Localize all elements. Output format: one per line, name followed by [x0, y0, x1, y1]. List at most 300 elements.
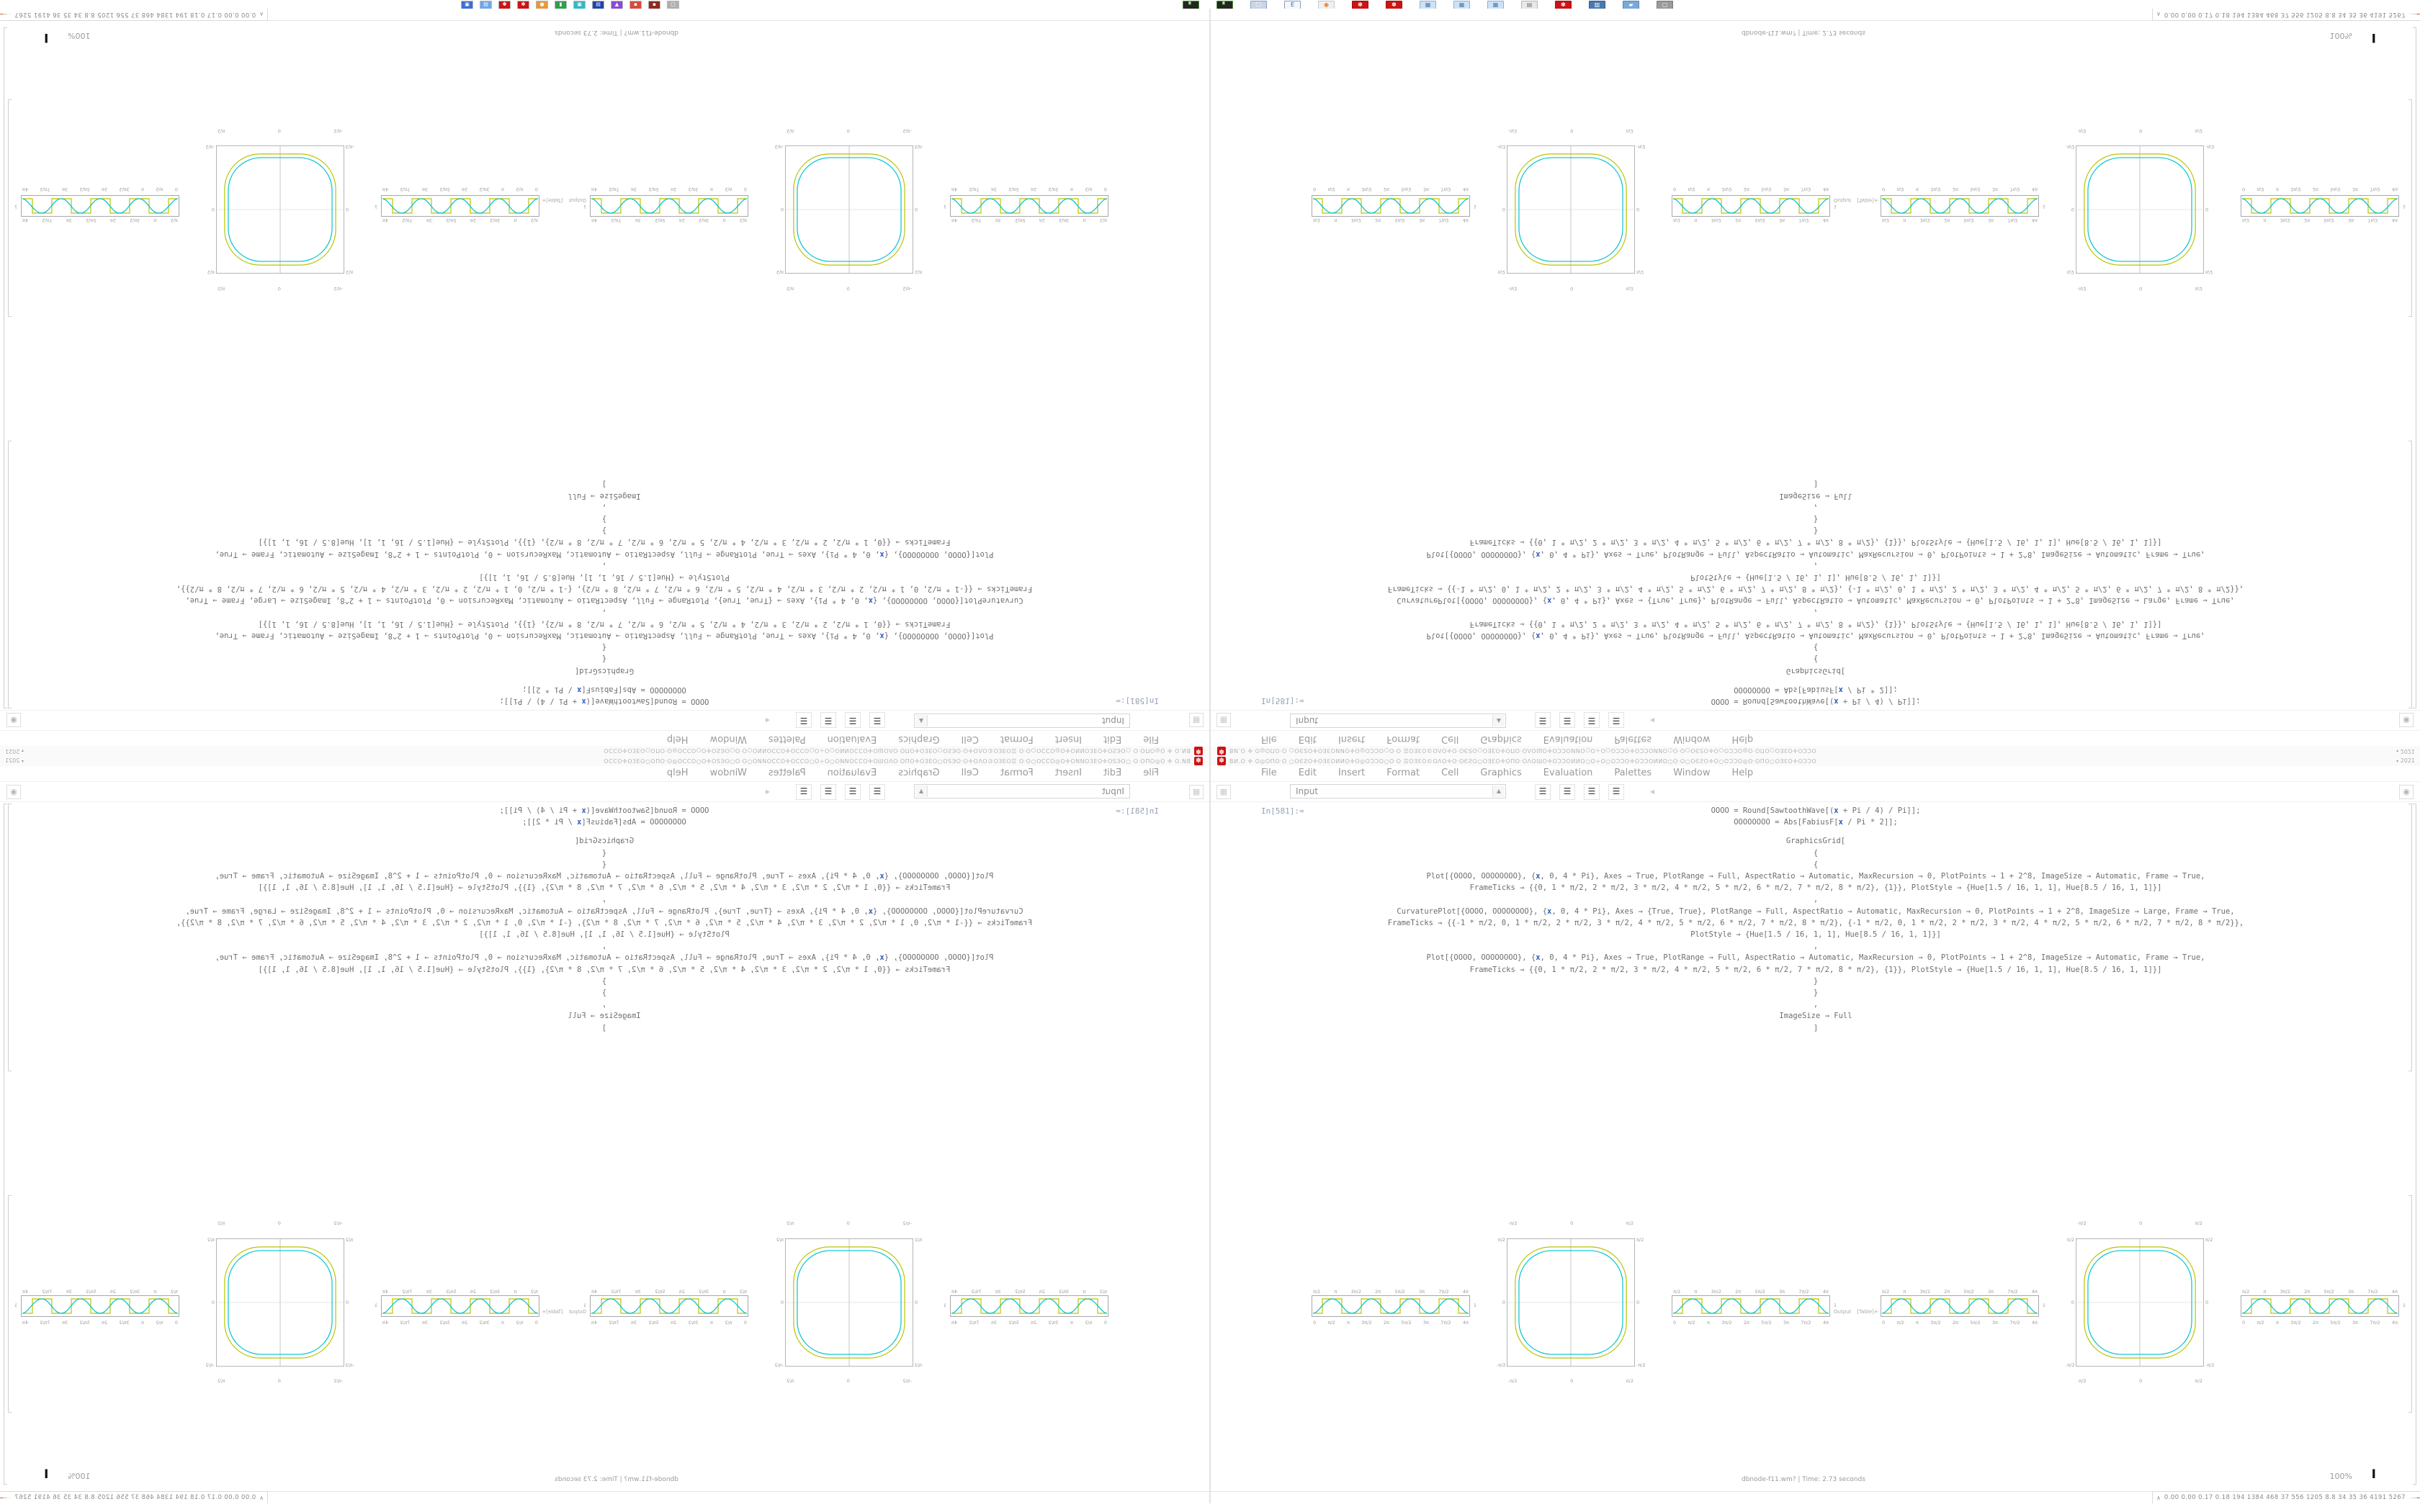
- magnifier-button[interactable]: ◉: [6, 785, 21, 799]
- tick-label: 5π/2: [86, 1289, 97, 1295]
- waveform-strip-plot: [14, 186, 179, 223]
- align-button[interactable]: ☰: [1535, 712, 1551, 728]
- big-ticks-left: [1495, 134, 1507, 285]
- dropdown-arrow-icon[interactable]: ▲: [915, 786, 928, 797]
- tick-label: 0: [1570, 1220, 1574, 1226]
- code-line: Plot[{OOOO, OOOOOOOO}, {x, 0, 4 * Pi}, Axes → True, PlotRange → Full, AspectRatio → Automatic, MaxRecursion → 0, PlotPoints → 1 + 2^8, ImageSize → Automatic, Frame → True,: [1426, 631, 2205, 640]
- menu-item[interactable]: Window: [709, 734, 747, 744]
- alignment-buttons: [1535, 712, 1624, 728]
- menu-item[interactable]: Format: [1000, 734, 1034, 744]
- menu-item[interactable]: Format: [1386, 734, 1420, 744]
- computer-monitor-icon[interactable]: 🖵: [1250, 1, 1267, 10]
- code-line: ,: [601, 503, 607, 512]
- tick-label: π/2: [218, 1378, 225, 1384]
- strip-plot-frame: [1312, 1295, 1476, 1320]
- chevron-up-icon[interactable]: ∧: [2156, 1494, 2161, 1501]
- strip-plot-frame: [944, 1295, 1108, 1320]
- align-button[interactable]: ☰: [869, 784, 885, 800]
- window-titlebar[interactable]: [0, 756, 1209, 767]
- zoom-level-indicator[interactable]: 100%: [68, 1472, 91, 1481]
- code-line: GraphicsGrid[: [574, 837, 635, 846]
- titlebar-corner-tag: ▾ 2021: [5, 748, 24, 755]
- cell-bracket-output[interactable]: [8, 1195, 12, 1413]
- tick-label: 7π/2: [971, 217, 982, 223]
- tick-label: 5π/2: [2323, 217, 2334, 223]
- strip-ticks-bottom: [21, 1320, 179, 1326]
- y-tick-one: 1: [375, 204, 378, 210]
- menu-item[interactable]: Palettes: [768, 734, 806, 744]
- tick-label: -π/2: [914, 144, 923, 150]
- output-graphics-row: [0, 1217, 1209, 1397]
- system-monitor-values: 0.00 0.00 0.17 0.18 194 1384 468 37 556 1205 8.8 34 35 36 4191 5267: [14, 11, 256, 18]
- tick-label: π: [514, 217, 517, 223]
- code-line: CurvaturePlot[{OOOO, OOOOOOOO}, {x, 0, 4 * Pi}, Axes → {True, True}, PlotRange → Full, AspectRatio → Automatic, MaxRecursion → 0, PlotPoints → 1 + 2^8, ImageSize → Large, Frame → True,: [185, 906, 1023, 916]
- titlebar-corner-tag: ▾ 2021: [5, 757, 24, 764]
- tick-label: 3π: [2348, 1289, 2354, 1295]
- code-line: PlotStyle → {Hue[1.5 / 16, 1, 1], Hue[8.5 / 16, 1, 1]}]: [1690, 930, 1941, 940]
- input-code-cell[interactable]: [1254, 805, 2378, 1034]
- tick-label: 4π: [1822, 217, 1829, 223]
- tick-label: -π/2: [1508, 128, 1518, 134]
- menu-item[interactable]: Help: [1731, 768, 1754, 778]
- system-monitor-applet: [2152, 1491, 2420, 1503]
- app-misc-icon[interactable]: ▢: [1657, 1, 1673, 10]
- magnifier-button[interactable]: ◉: [2399, 785, 2414, 799]
- menu-item[interactable]: Graphics: [898, 768, 940, 778]
- input-code-cell[interactable]: [1254, 478, 2378, 707]
- menu-bar: [1211, 766, 2420, 781]
- tick-label: 0: [1103, 186, 1107, 192]
- tick-label: π/2: [2242, 217, 2250, 223]
- tick-label: 3π/2: [1721, 1320, 1732, 1326]
- menu-item[interactable]: Insert: [1054, 734, 1083, 744]
- app-green-icon[interactable]: ▮: [555, 1, 567, 9]
- spreadsheet-icon[interactable]: ▦: [1453, 1, 1470, 10]
- strip-ticks-top: [381, 1289, 539, 1295]
- code-line: {: [1813, 643, 1819, 652]
- app-red-gear-icon[interactable]: ✽: [517, 1, 529, 9]
- tick-label: π: [514, 1289, 517, 1295]
- app-darkred-icon[interactable]: ▪: [648, 1, 660, 9]
- tick-label: π: [2263, 1289, 2267, 1295]
- chevron-down-icon: ▾: [21, 748, 24, 753]
- menu-item[interactable]: Evaluation: [1543, 734, 1593, 744]
- graphics-grid-group: [1312, 1217, 1837, 1397]
- tick-label: -π/2: [1508, 1220, 1518, 1226]
- align-button[interactable]: ☰: [796, 712, 812, 728]
- tick-label: π: [1070, 186, 1074, 192]
- menu-item[interactable]: Graphics: [898, 734, 940, 744]
- menu-item[interactable]: Evaluation: [827, 734, 877, 744]
- tick-label: π/2: [786, 1378, 794, 1384]
- tick-label: 3π/2: [688, 1320, 699, 1326]
- code-line: OOOOOOOO = Abs[FabiusF[x / Pi * 2]];: [522, 818, 686, 827]
- strip-ticks-bottom: [1881, 1320, 2039, 1326]
- titlebar-corner-tag: ▾ 2021: [2396, 748, 2415, 755]
- cell-style-dropdown[interactable]: [914, 784, 1130, 798]
- big-ticks-top: [774, 285, 925, 292]
- tick-label: 0: [1570, 128, 1574, 134]
- app-navy-icon[interactable]: ▤: [592, 1, 604, 9]
- tick-label: 3π/2: [1711, 217, 1721, 223]
- tick-label: π/2: [1327, 186, 1335, 192]
- tick-label: 3π/2: [2280, 1289, 2290, 1295]
- strip-ticks-top: [2241, 217, 2399, 223]
- cell-bracket-input[interactable]: [2408, 441, 2412, 708]
- terminal-icon[interactable]: ▘: [1216, 1, 1233, 10]
- menu-item[interactable]: Insert: [1054, 768, 1083, 778]
- menu-item[interactable]: Help: [666, 734, 689, 744]
- tick-label: π/2: [170, 1289, 178, 1295]
- menu-item[interactable]: File: [1261, 768, 1277, 778]
- align-button[interactable]: ☰: [845, 784, 861, 800]
- dropdown-arrow-icon[interactable]: ▲: [1492, 786, 1505, 797]
- tick-label: 3π: [1419, 1289, 1425, 1295]
- tick-label: 7π/2: [2009, 186, 2020, 192]
- spreadsheet-icon[interactable]: ▦: [1420, 1, 1436, 10]
- tick-label: 7π/2: [2370, 186, 2380, 192]
- app-red-icon[interactable]: ▪: [629, 1, 642, 9]
- tick-label: 3π/2: [1919, 1289, 1930, 1295]
- app-red-gear-icon[interactable]: ✽: [498, 1, 511, 9]
- tick-label: π: [1903, 217, 1906, 223]
- align-button[interactable]: ☰: [1584, 784, 1600, 800]
- tick-label: 3π: [631, 1320, 637, 1326]
- menu-item[interactable]: Cell: [1441, 734, 1459, 744]
- system-monitor-applet: [0, 9, 268, 21]
- cell-style-dropdown[interactable]: [914, 714, 1130, 728]
- align-button[interactable]: ☰: [869, 712, 885, 728]
- strip-plot-frame: [2241, 192, 2406, 217]
- menu-item[interactable]: File: [1261, 734, 1277, 744]
- app-purple-icon[interactable]: ▲: [611, 1, 623, 9]
- menu-item[interactable]: Palettes: [1614, 734, 1652, 744]
- input-code-cell[interactable]: [42, 805, 1166, 1034]
- tick-label: 0: [915, 1300, 918, 1305]
- tick-label: π: [1346, 1320, 1350, 1326]
- tick-label: 2π: [1944, 1289, 1950, 1295]
- code-line: ,: [601, 1000, 607, 1009]
- menu-item[interactable]: File: [1143, 768, 1159, 778]
- strip-plot-frame: [14, 1295, 179, 1320]
- waveform-strip-plot: [375, 186, 539, 223]
- code-line: {: [1813, 654, 1819, 664]
- menu-item[interactable]: Edit: [1298, 734, 1317, 744]
- text-cursor-icon: I: [44, 30, 49, 45]
- big-ticks-right: [205, 134, 216, 285]
- tick-label: π: [1694, 1289, 1698, 1295]
- collapse-arrow-icon[interactable]: ◂: [765, 716, 770, 726]
- tick-label: 3π/2: [479, 186, 490, 192]
- tick-label: π/2: [1882, 1289, 1890, 1295]
- tick-label: 3π: [1779, 1289, 1785, 1295]
- menu-item[interactable]: Evaluation: [1543, 768, 1593, 778]
- align-button[interactable]: ☰: [1584, 712, 1600, 728]
- tick-label: 0: [346, 207, 349, 212]
- code-line: ImageSize → Full: [1779, 491, 1852, 500]
- menu-item[interactable]: Edit: [1103, 768, 1122, 778]
- code-line: ]: [601, 480, 607, 489]
- tick-label: 3π: [62, 186, 68, 192]
- tick-label: 4π: [382, 1289, 389, 1295]
- align-button[interactable]: ☰: [1608, 784, 1624, 800]
- tick-label: π/2: [2205, 269, 2213, 275]
- tick-label: 2π: [462, 186, 468, 192]
- magnifier-button[interactable]: ◉: [6, 713, 21, 727]
- chevron-up-icon[interactable]: ∧: [2156, 11, 2161, 18]
- tick-label: 5π/2: [86, 217, 97, 223]
- window-title: BИ.O ✛ O◎OПO·O ○OЄƧO✛OƎƐOИИO✛O◎OƆƆO○O·O ☰OƎƐO©OΛO✛O·OЄƧO○OƎƐO✛OПO·OΛOƜO✛OƆƆOИИO○O÷O○OƆƆO✛OƆƆOИИO○O·O○OЄƧO✛O○OƆƆO◎O·OΠO○OƎƐO✛OƆƆO: [603, 747, 1191, 754]
- menu-item[interactable]: File: [1143, 734, 1159, 744]
- input-code-cell[interactable]: [42, 478, 1166, 707]
- lower-half: [0, 756, 2420, 1503]
- menu-item[interactable]: Palettes: [1614, 768, 1652, 778]
- spreadsheet-icon[interactable]: ▦: [1487, 1, 1504, 10]
- code-line: GraphicsGrid[: [1785, 837, 1846, 846]
- toolbar-grid-button[interactable]: ▦: [1189, 785, 1204, 799]
- code-line: ,: [1813, 608, 1819, 617]
- code-line: PlotStyle → {Hue[1.5 / 16, 1, 1], Hue[8.5 / 16, 1, 1]}]: [479, 572, 730, 582]
- menu-item[interactable]: Insert: [1337, 768, 1366, 778]
- tick-label: 7π/2: [402, 217, 413, 223]
- align-button[interactable]: ☰: [820, 784, 836, 800]
- tick-label: 5π/2: [648, 186, 659, 192]
- curvature-plot: [774, 127, 925, 292]
- tick-label: π: [153, 1289, 157, 1295]
- window-titlebar[interactable]: [1211, 756, 2420, 767]
- tick-label: 5π/2: [1015, 1289, 1026, 1295]
- menu-item[interactable]: Window: [1673, 768, 1711, 778]
- tick-label: π/2: [2195, 1220, 2202, 1226]
- code-line: }: [1813, 526, 1819, 536]
- code-line: ,: [601, 895, 607, 904]
- align-button[interactable]: ☰: [1608, 712, 1624, 728]
- align-button[interactable]: ☰: [796, 784, 812, 800]
- code-line: }: [601, 976, 607, 986]
- tick-label: -π/2: [333, 1220, 343, 1226]
- cell-bracket-outer[interactable]: [2413, 804, 2416, 1485]
- tick-label: 7π/2: [2367, 1289, 2378, 1295]
- menu-item[interactable]: Help: [1731, 734, 1754, 744]
- tick-label: 5π/2: [2330, 1320, 2341, 1326]
- output-cell-tags: [521, 197, 586, 203]
- tick-label: 4π: [1822, 186, 1829, 192]
- app-teal-icon[interactable]: ▣: [573, 1, 586, 9]
- tick-label: 3π: [1988, 217, 1994, 223]
- tick-label: π: [1706, 186, 1710, 192]
- cell-bracket-output[interactable]: [8, 99, 12, 317]
- zoom-level-indicator[interactable]: 100%: [2329, 1472, 2352, 1481]
- code-line: FrameTicks → {{0, 1 * π/2, 2 * π/2, 3 * π/2, 4 * π/2, 5 * π/2, 6 * π/2, 7 * π/2, 8 * π/2}, {1}}, PlotStyle → {Hue[1.5 / 16, 1, 1], Hue[8.5 / 16, 1, 1]}]: [258, 619, 951, 629]
- tick-label: 0: [1673, 1320, 1677, 1326]
- tick-label: 0: [346, 1300, 349, 1305]
- tick-label: π/2: [2195, 286, 2202, 292]
- app-blue-icon[interactable]: ▣: [461, 1, 473, 9]
- tick-label: π/2: [1313, 1289, 1321, 1295]
- code-line: FrameTicks → {{-1 * π/2, 0, 1 * π/2, 2 * π/2, 3 * π/2, 4 * π/2, 5 * π/2, 6 * π/2, 7 * π/2, 8 * π/2}, {-1 * π/2, 0, 1 * π/2, 2 * π/2, 3 * π/2, 4 * π/2, 5 * π/2, 6 * π/2, 7 * π/2, 8 * π/2}},: [176, 585, 1033, 594]
- tick-label: 4π: [591, 1289, 598, 1295]
- cell-style-dropdown[interactable]: [1290, 714, 1506, 728]
- code-line: OOOO = Round[SawtoothWave[(x + Pi / 4) / Pi]];: [499, 806, 709, 815]
- tick-label: 3π/2: [1361, 1320, 1372, 1326]
- tick-label: 0: [2242, 186, 2246, 192]
- toolbar-grid-button[interactable]: ▦: [1216, 785, 1231, 799]
- waveform-strip-plot: [1672, 186, 1837, 223]
- tick-label: 3π/2: [2290, 1320, 2301, 1326]
- menu-item[interactable]: Insert: [1337, 734, 1366, 744]
- big-ticks-right: [774, 1227, 785, 1378]
- cell-style-value: Input: [1296, 786, 1319, 796]
- tick-label: 5π/2: [1970, 1320, 1981, 1326]
- tick-label: 4π: [1822, 1320, 1829, 1326]
- tick-label: 0: [743, 1320, 747, 1326]
- menu-item[interactable]: Cell: [1441, 768, 1459, 778]
- menu-item[interactable]: Help: [666, 768, 689, 778]
- strip-ticks-top: [1312, 217, 1470, 223]
- magnifier-button[interactable]: ◉: [2399, 713, 2414, 727]
- tick-label: 4π: [22, 1289, 29, 1295]
- cell-bracket-outer[interactable]: [4, 804, 7, 1485]
- system-monitor-applet: [2152, 9, 2420, 21]
- tick-label: -π/2: [345, 1362, 354, 1368]
- big-ticks-bottom: [205, 127, 356, 134]
- cell-bracket-input[interactable]: [8, 441, 12, 708]
- zoom-level-indicator[interactable]: 100%: [2329, 31, 2352, 40]
- tick-label: π/2: [516, 1320, 524, 1326]
- zoom-level-indicator[interactable]: 100%: [68, 31, 91, 40]
- align-button[interactable]: ☰: [820, 712, 836, 728]
- window-titlebar[interactable]: [1211, 745, 2420, 756]
- system-monitor-applet: [0, 1491, 268, 1503]
- tick-label: 5π/2: [1394, 217, 1405, 223]
- strip-ticks-bottom: [1672, 186, 1830, 192]
- strip-ticks-top: [1672, 1289, 1830, 1295]
- tick-label: 0: [743, 186, 747, 192]
- y-tick-one: 1: [1833, 204, 1837, 210]
- document-icon[interactable]: ▤: [1521, 1, 1538, 10]
- code-line: ,: [1813, 561, 1819, 570]
- menu-item[interactable]: Format: [1000, 768, 1034, 778]
- tick-label: π: [1706, 1320, 1710, 1326]
- text-editor-icon[interactable]: E: [1284, 1, 1301, 10]
- align-button[interactable]: ☰: [1559, 712, 1575, 728]
- collapse-arrow-icon[interactable]: ◂: [1650, 716, 1655, 726]
- folder-icon[interactable]: ▰: [1623, 1, 1639, 10]
- big-ticks-left: [2064, 1227, 2076, 1378]
- tick-label: π/2: [1497, 1237, 1505, 1243]
- code-line: }: [601, 526, 607, 536]
- tick-label: 3π: [1783, 186, 1789, 192]
- tick-label: π/2: [739, 1289, 747, 1295]
- graphics-grid-group: [14, 1217, 539, 1397]
- code-line: Plot[{OOOO, OOOOOOOO}, {x, 0, 4 * Pi}, Axes → True, PlotRange → Full, AspectRatio → Automatic, MaxRecursion → 0, PlotPoints → 1 + 2^8, ImageSize → Automatic, Frame → True,: [1426, 872, 2205, 881]
- cell-style-value: Input: [1101, 786, 1124, 796]
- tick-label: 3π/2: [1930, 1320, 1941, 1326]
- app-lightblue-icon[interactable]: ▤: [480, 1, 492, 9]
- collapse-arrow-icon[interactable]: ◂: [765, 786, 770, 796]
- tick-label: -π/2: [1497, 144, 1506, 150]
- cell-bracket-outer[interactable]: [4, 27, 7, 708]
- table-tag: [Table]+: [542, 1309, 563, 1315]
- menu-item[interactable]: Graphics: [1480, 734, 1522, 744]
- tick-label: 0: [174, 1320, 178, 1326]
- tick-label: 2π: [1039, 1289, 1045, 1295]
- tick-label: 2π: [462, 1320, 468, 1326]
- app-orange-icon[interactable]: ●: [536, 1, 548, 9]
- menu-item[interactable]: Edit: [1103, 734, 1122, 744]
- menu-item[interactable]: Evaluation: [827, 768, 877, 778]
- tick-label: 7π/2: [609, 1320, 619, 1326]
- tick-label: 5π/2: [1401, 1320, 1412, 1326]
- menu-item[interactable]: Window: [709, 768, 747, 778]
- cell-bracket-output[interactable]: [2408, 1195, 2412, 1413]
- code-line: FrameTicks → {{0, 1 * π/2, 2 * π/2, 3 * π/2, 4 * π/2, 5 * π/2, 6 * π/2, 7 * π/2, 8 * π/2}, {1}}, PlotStyle → {Hue[1.5 / 16, 1, 1], Hue[8.5 / 16, 1, 1]}]: [1469, 619, 2162, 629]
- y-tick-one: 1: [14, 1302, 18, 1308]
- curvature-plot-canvas: [1507, 134, 1635, 285]
- app-gray-icon[interactable]: ▢: [667, 1, 679, 9]
- tick-label: 0: [780, 207, 784, 212]
- collapse-arrow-icon[interactable]: ◂: [1650, 786, 1655, 796]
- chevron-up-icon[interactable]: ∧: [259, 1494, 264, 1501]
- chevron-up-icon[interactable]: ∧: [259, 11, 264, 18]
- menu-item[interactable]: Cell: [961, 768, 979, 778]
- cell-bracket-input[interactable]: [2408, 804, 2412, 1071]
- toolbar-grid-button[interactable]: ▦: [1189, 713, 1204, 727]
- tick-label: 3π: [1422, 1320, 1429, 1326]
- terminal-icon[interactable]: ▘: [1183, 1, 1199, 10]
- align-button[interactable]: ☰: [845, 712, 861, 728]
- toolbar-grid-button[interactable]: ▦: [1216, 713, 1231, 727]
- tick-label: π/2: [1636, 269, 1644, 275]
- dropdown-arrow-icon[interactable]: ▲: [1492, 715, 1505, 726]
- red-gear-app-icon[interactable]: ✽: [1352, 1, 1368, 10]
- chart-app-icon[interactable]: ▥: [1589, 1, 1605, 10]
- tick-label: 3π/2: [1711, 1289, 1721, 1295]
- menu-item[interactable]: Palettes: [768, 768, 806, 778]
- menu-item[interactable]: Cell: [961, 734, 979, 744]
- window-titlebar[interactable]: [0, 745, 1209, 756]
- cell-bracket-output[interactable]: [2408, 99, 2412, 317]
- tick-label: π/2: [1896, 186, 1904, 192]
- align-button[interactable]: ☰: [1535, 784, 1551, 800]
- cell-bracket-input[interactable]: [8, 804, 12, 1071]
- menu-item[interactable]: Graphics: [1480, 768, 1522, 778]
- code-line: [42, 677, 1166, 684]
- cell-style-dropdown[interactable]: [1290, 784, 1506, 798]
- tick-label: 5π/2: [79, 186, 90, 192]
- menu-item[interactable]: Format: [1386, 768, 1420, 778]
- window-title: BИ.O ✛ O◎OПO·O ○OЄƧO✛OƎƐOИИO✛O◎OƆƆO○O·O ☰OƎƐO©OΛO✛O·OЄƧO○OƎƐO✛OПO·OΛOƜO✛OƆƆOИИO○O÷O○OƆƆO✛OƆƆOИИO○O·O○OЄƧO✛O○OƆƆO◎O·OΠO○OƎƐO✛OƆƆO: [1229, 758, 1817, 765]
- mathematica-window: [0, 756, 1210, 1503]
- big-ticks-bottom: [1495, 127, 1646, 134]
- tick-label: π/2: [170, 217, 178, 223]
- strip-ticks-bottom: [1312, 1320, 1470, 1326]
- tick-label: -π/2: [1636, 144, 1646, 150]
- red-gear-app-icon[interactable]: ✽: [1555, 1, 1572, 10]
- tick-label: 7π/2: [1798, 1289, 1809, 1295]
- tick-label: π/2: [786, 1220, 794, 1226]
- menu-item[interactable]: Window: [1673, 734, 1711, 744]
- strip-ticks-bottom: [2241, 186, 2399, 192]
- red-gear-app-icon[interactable]: ✽: [1386, 1, 1402, 10]
- curvature-plot: [1495, 1220, 1646, 1385]
- menu-item[interactable]: Edit: [1298, 768, 1317, 778]
- code-line: ,: [1813, 1000, 1819, 1009]
- firefox-browser-icon[interactable]: ◉: [1318, 1, 1335, 10]
- cell-bracket-outer[interactable]: [2413, 27, 2416, 708]
- align-button[interactable]: ☰: [1559, 784, 1575, 800]
- dropdown-arrow-icon[interactable]: ▲: [915, 715, 928, 726]
